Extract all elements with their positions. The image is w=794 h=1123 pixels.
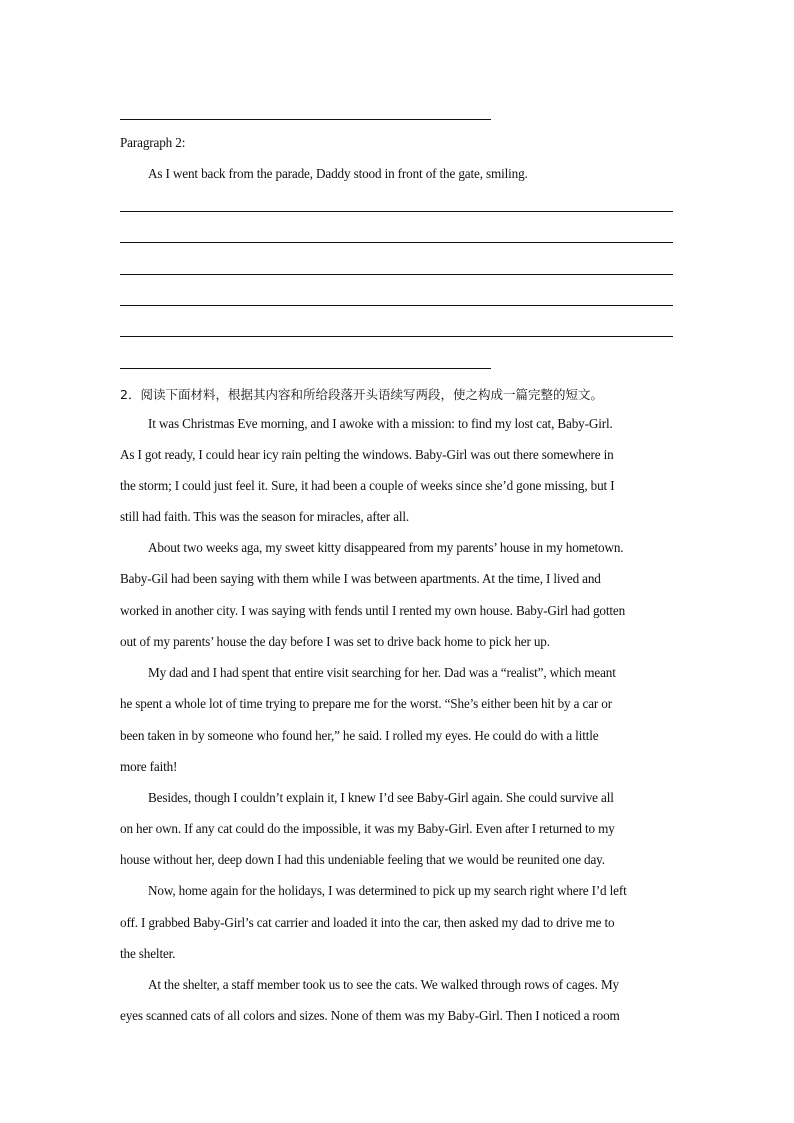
answer-line bbox=[120, 336, 673, 337]
story-line: Baby-Gil had been saying with them while I was between apartments. At the time, I lived and bbox=[120, 571, 601, 586]
answer-line bbox=[120, 119, 491, 120]
story-line: It was Christmas Eve morning, and I awoke with a mission: to find my lost cat, Baby-Girl. bbox=[148, 416, 613, 431]
story-line: eyes scanned cats of all colors and sizes. None of them was my Baby-Girl. Then I noticed a room bbox=[120, 1008, 620, 1023]
paragraph-label: Paragraph 2: bbox=[120, 135, 186, 150]
story-line: About two weeks aga, my sweet kitty disappeared from my parents’ house in my hometown. bbox=[148, 540, 624, 555]
story-line: still had faith. This was the season for miracles, after all. bbox=[120, 509, 410, 524]
story-line: As I got ready, I could hear icy rain pelting the windows. Baby-Girl was out there somewhere in bbox=[120, 447, 614, 462]
story-line: My dad and I had spent that entire visit searching for her. Dad was a “realist”, which meant bbox=[148, 665, 616, 680]
story-line: off. I grabbed Baby-Girl’s cat carrier and loaded it into the car, then asked my dad to drive me to bbox=[120, 915, 615, 930]
story-line: the shelter. bbox=[120, 946, 176, 961]
answer-line bbox=[120, 274, 673, 275]
paragraph-opening: As I went back from the parade, Daddy stood in front of the gate, smiling. bbox=[148, 166, 528, 181]
story-line: house without her, deep down I had this undeniable feeling that we would be reunited one day. bbox=[120, 852, 605, 867]
answer-line bbox=[120, 211, 673, 212]
story-line: more faith! bbox=[120, 759, 178, 774]
answer-line bbox=[120, 305, 673, 306]
answer-line bbox=[120, 242, 673, 243]
question-instruction: 阅读下面材料，根据其内容和所给段落开头语续写两段，使之构成一篇完整的短文。 bbox=[140, 387, 603, 402]
story-line: the storm; I could just feel it. Sure, it had been a couple of weeks since she’d gone missing, but I bbox=[120, 478, 615, 493]
question-heading bbox=[120, 385, 603, 403]
story-line: Now, home again for the holidays, I was determined to pick up my search right where I’d left bbox=[148, 883, 627, 898]
story-line: he spent a whole lot of time trying to prepare me for the worst. “She’s either been hit by a car or bbox=[120, 696, 612, 711]
story-line: worked in another city. I was saying with fends until I rented my own house. Baby-Girl had gotten bbox=[120, 603, 626, 618]
story-line: At the shelter, a staff member took us to see the cats. We walked through rows of cages. My bbox=[148, 977, 619, 992]
story-line: on her own. If any cat could do the impossible, it was my Baby-Girl. Even after I returned to my bbox=[120, 821, 615, 836]
question-number: 2． bbox=[120, 387, 141, 402]
story-line: out of my parents’ house the day before I was set to drive back home to pick her up. bbox=[120, 634, 550, 649]
answer-line bbox=[120, 368, 491, 369]
story-line: been taken in by someone who found her,” he said. I rolled my eyes. He could do with a little bbox=[120, 728, 599, 743]
story-line: Besides, though I couldn’t explain it, I knew I’d see Baby-Girl again. She could survive all bbox=[148, 790, 614, 805]
